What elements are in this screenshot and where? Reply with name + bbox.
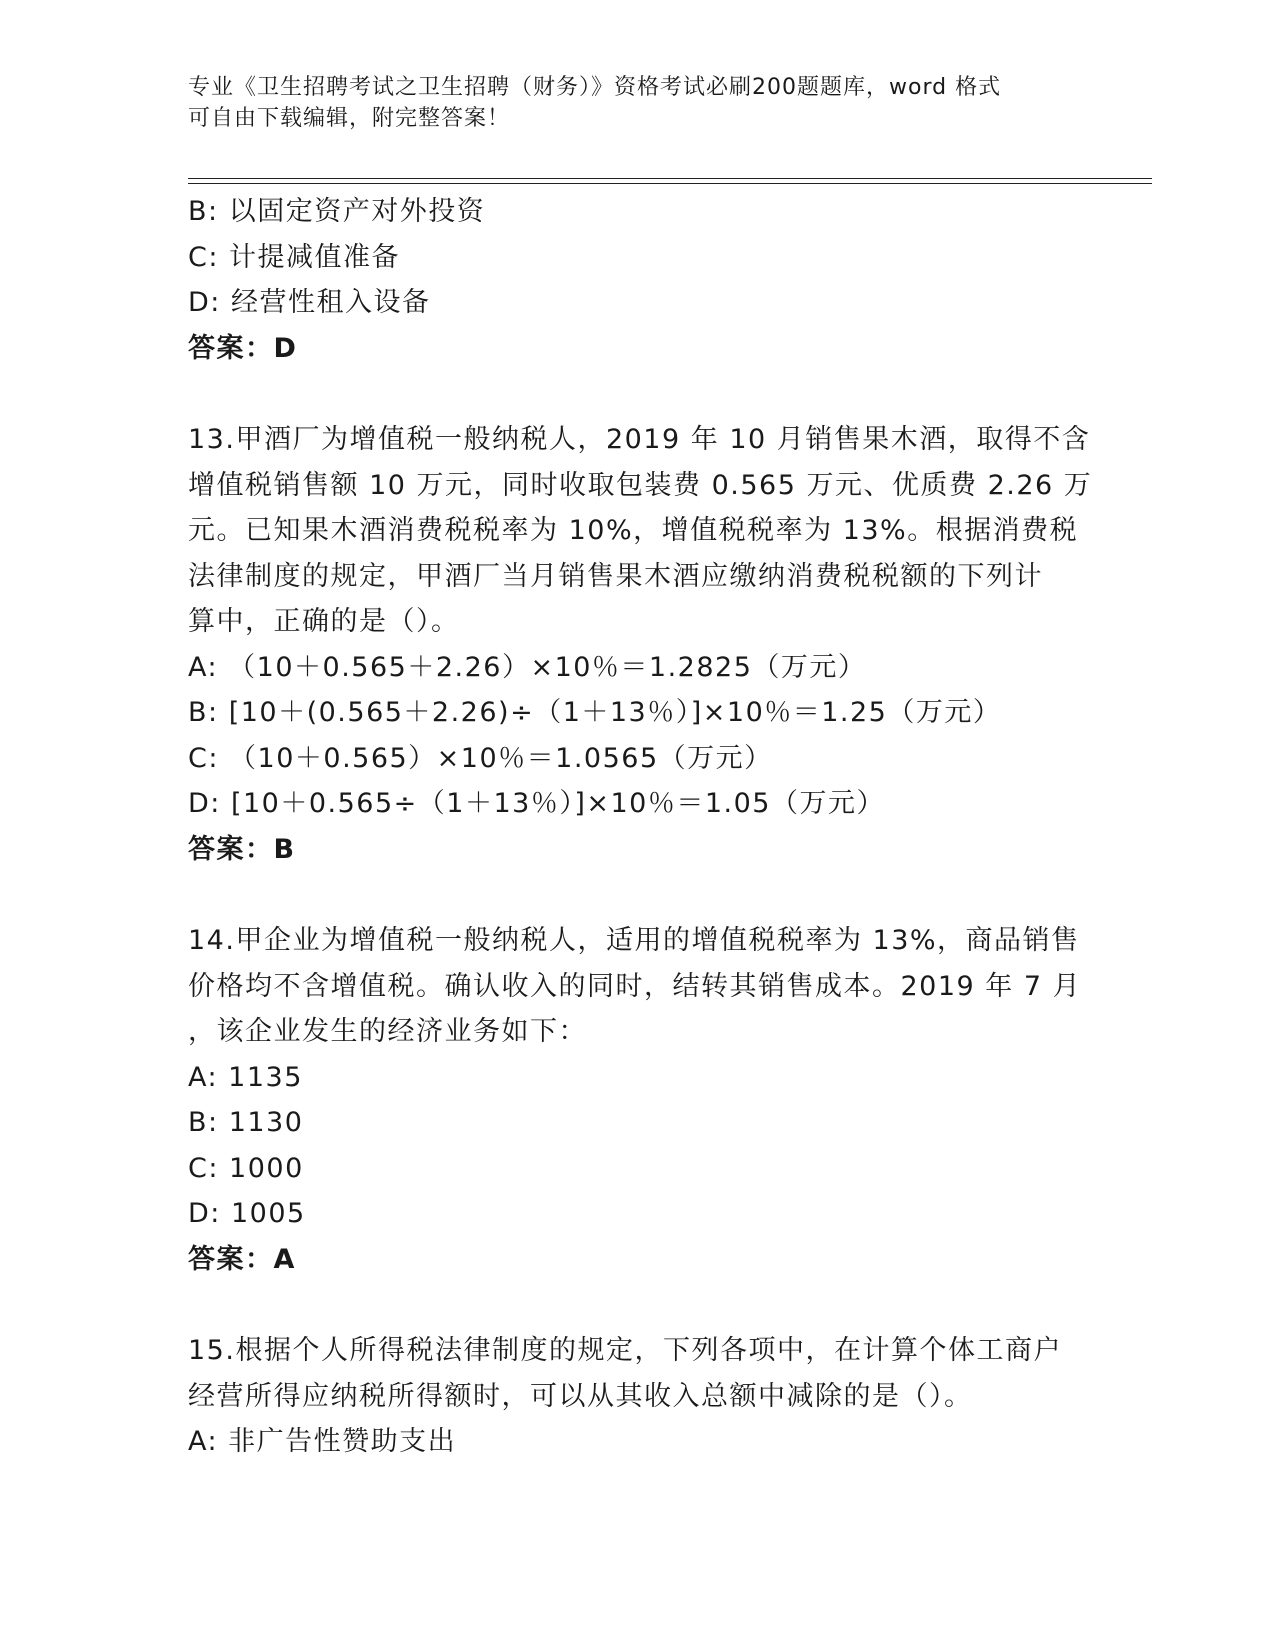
question-spacer: [188, 371, 1088, 417]
option-b: B: [10＋(0.565＋2.26)÷（1＋13％）]×10％＝1.25（万元）: [188, 697, 1002, 728]
option-c: C: 1000: [188, 1152, 304, 1184]
header-divider-bottom: [188, 183, 1152, 184]
question-13: [188, 417, 1093, 872]
question-list: [188, 189, 1093, 1465]
question-spacer: [188, 872, 1088, 918]
option-b: B: 以固定资产对外投资: [188, 196, 486, 227]
question-12: [188, 189, 1088, 371]
question-text-line: 增值税销售额 10 万元，同时收取包装费 0.565 万元、优质费 2.26 万: [188, 469, 1093, 501]
answer-line: 答案：B: [188, 833, 296, 865]
header-line-2: 可自由下载编辑，附完整答案！: [188, 106, 511, 131]
question-14: [188, 918, 1088, 1282]
option-a: A: （10＋0.565＋2.26）×10％＝1.2825（万元）: [188, 651, 867, 683]
option-c: C: 计提减值准备: [188, 241, 401, 273]
question-spacer: [188, 1282, 1088, 1328]
option-b: B: 1130: [188, 1107, 304, 1138]
option-c: C: （10＋0.565）×10％＝1.0565（万元）: [188, 742, 773, 774]
question-text-line: ，该企业发生的经济业务如下：: [188, 1016, 587, 1047]
question-text-line: 算中，正确的是（）。: [188, 606, 460, 637]
question-text-line: 价格均不含增值税。确认收入的同时，结转其销售成本。2019 年 7 月: [188, 970, 1082, 1002]
question-text-line: 法律制度的规定，甲酒厂当月销售果木酒应缴纳消费税税额的下列计: [188, 560, 1043, 592]
question-text-line: 经营所得应纳税所得额时，可以从其收入总额中减除的是（）。: [188, 1380, 973, 1412]
document-header: [188, 72, 1078, 134]
option-a: A: 非广告性赞助支出: [188, 1426, 457, 1457]
question-text-line: 15.根据个人所得税法律制度的规定，下列各项中，在计算个体工商户: [188, 1335, 1062, 1366]
answer-line: 答案：A: [188, 1243, 296, 1275]
option-a: A: 1135: [188, 1061, 303, 1093]
option-d: D: [10＋0.565÷（1＋13％）]×10％＝1.05（万元）: [188, 788, 885, 819]
question-text-line: 14.甲企业为增值税一般纳税人，适用的增值税税率为 13%，商品销售: [188, 925, 1080, 956]
header-line-1: 专业《卫生招聘考试之卫生招聘（财务）》资格考试必刷200题题库，word 格式: [188, 75, 1002, 100]
option-d: D: 1005: [188, 1198, 306, 1229]
header-divider-top: [188, 178, 1152, 179]
option-d: D: 经营性租入设备: [188, 287, 431, 318]
question-15: [188, 1328, 1088, 1465]
question-text-line: 13.甲酒厂为增值税一般纳税人，2019 年 10 月销售果木酒，取得不含: [188, 424, 1091, 455]
question-text-line: 元。已知果木酒消费税税率为 10%，增值税税率为 13%。根据消费税: [188, 515, 1079, 546]
answer-line: 答案：D: [188, 332, 298, 364]
